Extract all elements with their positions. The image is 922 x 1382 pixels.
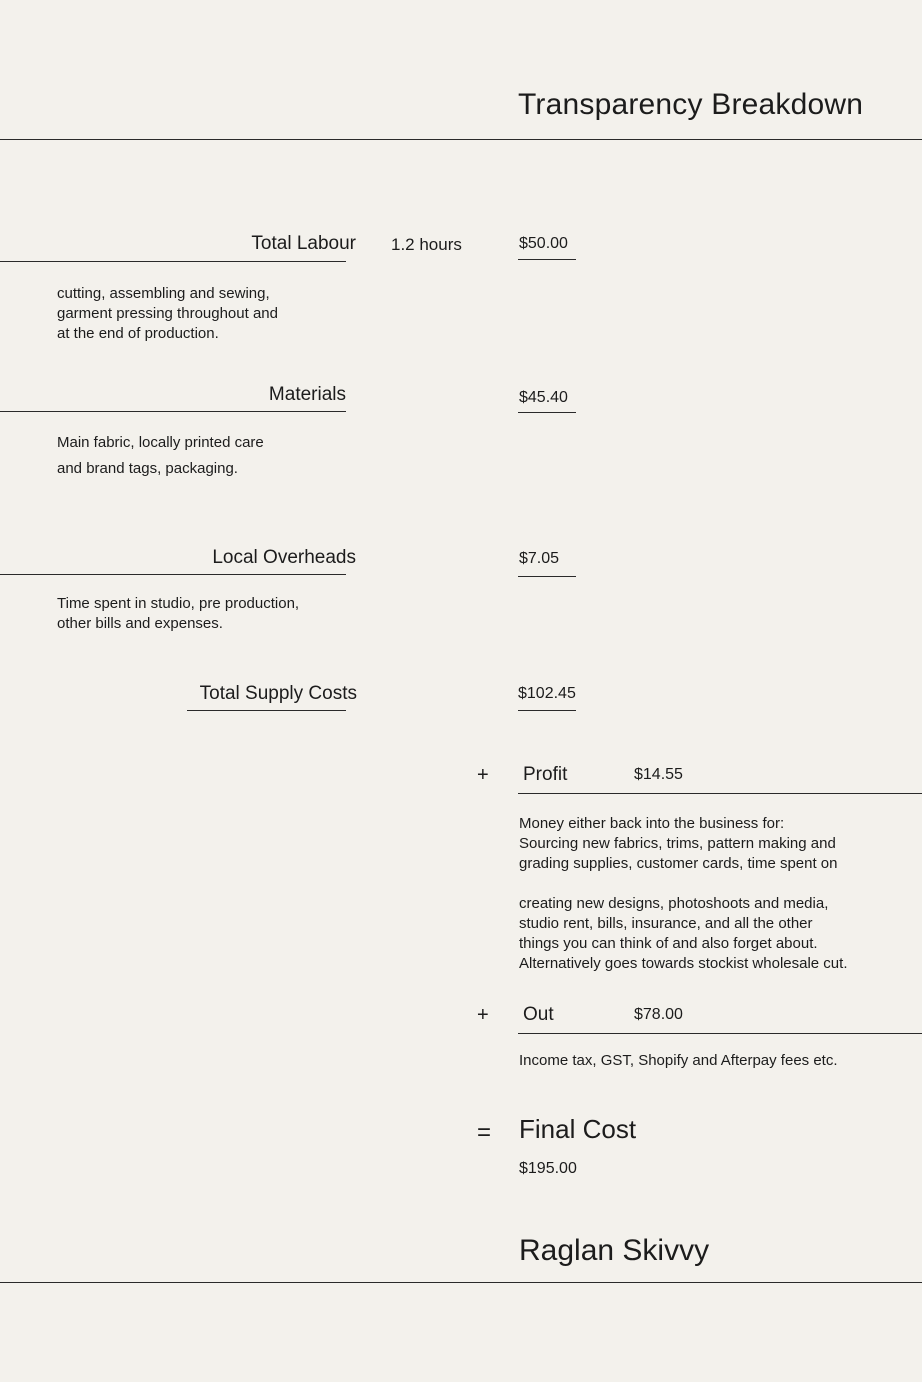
labour-description xyxy=(57,284,278,344)
materials-value: $45.40 xyxy=(519,389,568,406)
labour-label: Total Labour xyxy=(251,233,356,254)
materials-value-underline xyxy=(518,412,576,413)
product-name: Raglan Skivvy xyxy=(519,1234,710,1267)
labour-value-underline xyxy=(518,259,576,260)
overheads-value: $7.05 xyxy=(519,550,560,567)
header-divider xyxy=(0,139,922,140)
overheads-description-line: other bills and expenses. xyxy=(57,615,223,632)
labour-description-line: cutting, assembling and sewing, xyxy=(57,285,270,302)
overheads-value-underline xyxy=(518,576,576,577)
profit-value: $14.55 xyxy=(634,766,683,783)
footer-divider xyxy=(0,1282,922,1283)
labour-hours: 1.2 hours xyxy=(391,235,462,254)
labour-description-line: garment pressing throughout and xyxy=(57,305,278,322)
profit-description xyxy=(519,814,879,974)
profit-label: Profit xyxy=(523,764,568,785)
materials-label: Materials xyxy=(268,384,346,405)
plus-operator: + xyxy=(477,764,489,786)
profit-underline xyxy=(518,793,922,794)
labour-label-underline xyxy=(0,261,346,262)
materials-description-line: and brand tags, packaging. xyxy=(57,460,238,477)
profit-description-line: Money either back into the business for: xyxy=(519,815,785,832)
final-cost-label: Final Cost xyxy=(519,1114,637,1144)
materials-description-line: Main fabric, locally printed care xyxy=(57,434,264,451)
labour-description-line: at the end of production. xyxy=(57,325,219,342)
out-value: $78.00 xyxy=(634,1006,683,1023)
plus-operator: + xyxy=(477,1004,489,1026)
equals-operator: = xyxy=(477,1119,492,1146)
overheads-label: Local Overheads xyxy=(212,547,356,568)
supply-value-underline xyxy=(518,710,576,711)
profit-description-line: Alternatively goes towards stockist wholesale cut. xyxy=(519,955,848,972)
final-cost-value: $195.00 xyxy=(519,1160,577,1177)
labour-value: $50.00 xyxy=(519,235,568,252)
materials-description xyxy=(57,430,264,482)
profit-description-line: studio rent, bills, insurance, and all the other xyxy=(519,915,813,932)
overheads-description-line: Time spent in studio, pre production, xyxy=(57,595,300,612)
supply-value: $102.45 xyxy=(518,685,576,702)
out-description: Income tax, GST, Shopify and Afterpay fees etc. xyxy=(519,1052,838,1069)
profit-description-line: Sourcing new fabrics, trims, pattern making and xyxy=(519,835,836,852)
out-underline xyxy=(518,1033,922,1034)
profit-description-line: grading supplies, customer cards, time spent on xyxy=(519,855,838,872)
overheads-description xyxy=(57,594,299,634)
profit-description-line: creating new designs, photoshoots and media, xyxy=(519,895,829,912)
overheads-label-underline xyxy=(0,574,346,575)
supply-label-underline xyxy=(187,710,346,711)
page-title: Transparency Breakdown xyxy=(518,88,864,121)
out-label: Out xyxy=(523,1004,554,1025)
supply-label: Total Supply Costs xyxy=(199,683,357,704)
profit-description-line: things you can think of and also forget about. xyxy=(519,935,818,952)
materials-label-underline xyxy=(0,411,346,412)
